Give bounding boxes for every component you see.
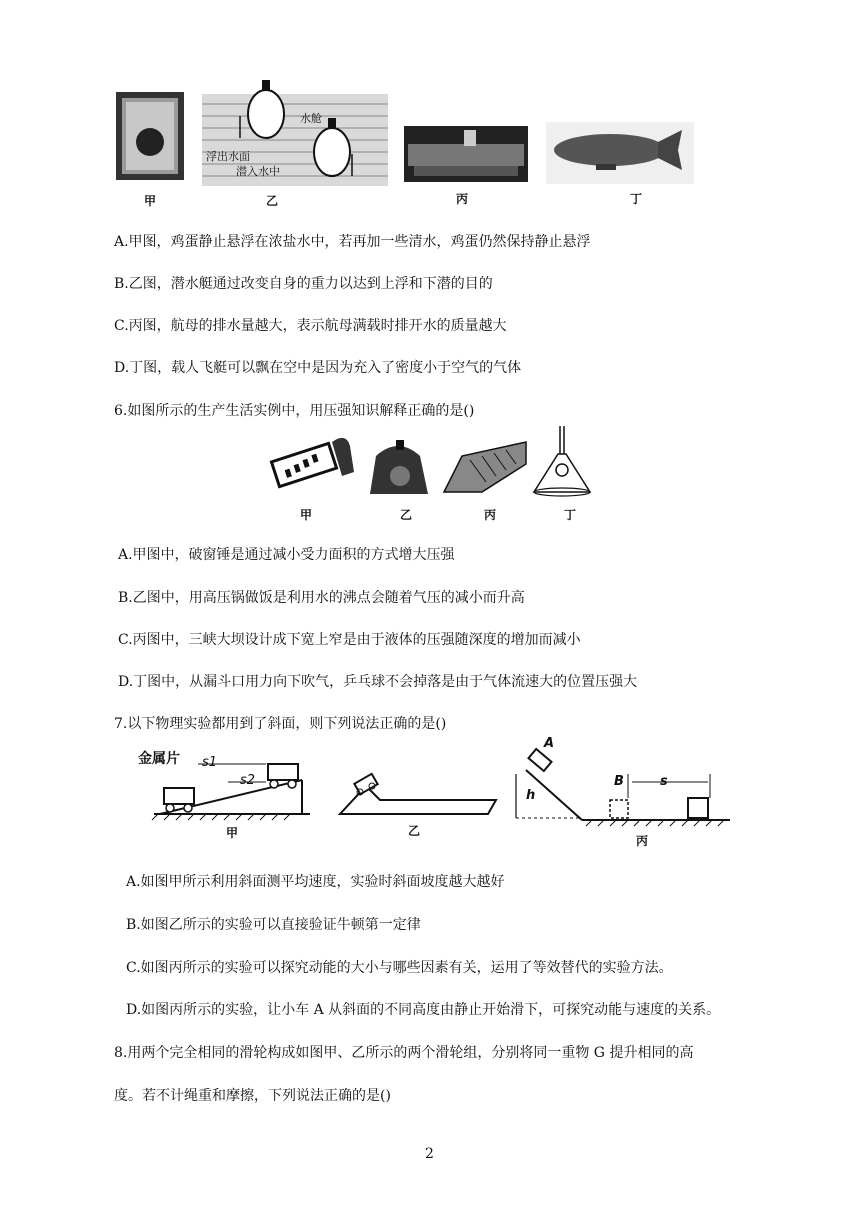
figure-q5-label-ding: 丁 xyxy=(629,192,642,206)
figure-q6-jia-hammer xyxy=(270,432,360,496)
figure-q7-label-s: s xyxy=(660,774,668,789)
figure-q5-label-water-tank: 水舱 xyxy=(300,112,322,125)
q8-stem-line2: 度。若不计绳重和摩擦，下列说法正确的是() xyxy=(114,1088,391,1104)
q7-stem: 7.以下物理实验都用到了斜面，则下列说法正确的是() xyxy=(114,716,447,732)
q6-option-a: A.甲图中，破窗锤是通过减小受力面积的方式增大压强 xyxy=(118,547,455,563)
figure-q6-label-ding: 丁 xyxy=(563,508,576,522)
figure-q5-ding-airship xyxy=(546,122,694,184)
figure-q6-ding-funnel xyxy=(532,426,592,498)
figure-q5-label-jia: 甲 xyxy=(143,194,156,208)
figure-q7-label-s2: s2 xyxy=(240,773,256,788)
figure-q6-label-bing: 丙 xyxy=(483,508,496,522)
q7-option-d: D.如图丙所示的实验，让小车 A 从斜面的不同高度由静止开始滑下，可探究动能与速度的关系。 xyxy=(126,1002,721,1018)
figure-q7-yi-plane xyxy=(336,770,500,820)
figure-q5-label-surface: 浮出水面 xyxy=(206,150,250,163)
figure-q5-label-yi: 乙 xyxy=(265,194,278,208)
figure-q7-label-a: A xyxy=(544,736,555,751)
figure-q7-label-yi: 乙 xyxy=(407,824,420,838)
q5-option-c: C.丙图，航母的排水量越大，表示航母满载时排开水的质量越大 xyxy=(114,318,507,334)
page-number: 2 xyxy=(425,1146,434,1162)
figure-q5-label-bing: 丙 xyxy=(455,192,468,206)
figure-q5-jia-egg xyxy=(116,92,186,182)
figure-q5-label-dive: 潜入水中 xyxy=(236,165,280,178)
q8-stem-line1: 8.用两个完全相同的滑轮构成如图甲、乙所示的两个滑轮组，分别将同一重物 G 提升相同的高 xyxy=(114,1045,694,1061)
figure-q6-yi-pressure-cooker xyxy=(362,436,434,498)
figure-q7-label-bing: 丙 xyxy=(635,834,648,848)
q5-option-a: A.甲图，鸡蛋静止悬浮在浓盐水中，若再加一些清水，鸡蛋仍然保持静止悬浮 xyxy=(114,234,591,250)
figure-q7-label-metal: 金属片 xyxy=(138,751,180,767)
q7-option-a: A.如图甲所示利用斜面测平均速度，实验时斜面坡度越大越好 xyxy=(126,874,505,890)
figure-q7-label-jia: 甲 xyxy=(225,826,238,840)
figure-q5-bing-carrier xyxy=(404,126,528,182)
figure-q6-bing-dam xyxy=(442,434,528,494)
q6-option-d: D.丁图中，从漏斗口用力向下吹气，乒乓球不会掉落是由于气体流速大的位置压强大 xyxy=(118,674,638,690)
figure-q7-label-b: B xyxy=(614,774,624,789)
q6-option-c: C.丙图中，三峡大坝设计成下宽上窄是由于液体的压强随深度的增加而减小 xyxy=(118,632,581,648)
q7-option-b: B.如图乙所示的实验可以直接验证牛顿第一定律 xyxy=(126,917,421,933)
q5-option-b: B.乙图，潜水艇通过改变自身的重力以达到上浮和下潜的目的 xyxy=(114,276,493,292)
q6-option-b: B.乙图中，用高压锅做饭是利用水的沸点会随着气压的减小而升高 xyxy=(118,590,525,606)
q7-option-c: C.如图丙所示的实验可以探究动能的大小与哪些因素有关，运用了等效替代的实验方法。 xyxy=(126,960,673,976)
q5-option-d: D.丁图，载人飞艇可以飘在空中是因为充入了密度小于空气的气体 xyxy=(114,360,522,376)
figure-q7-label-h: h xyxy=(526,788,536,803)
q6-stem: 6.如图所示的生产生活实例中，用压强知识解释正确的是() xyxy=(114,403,475,419)
figure-q6-label-yi: 乙 xyxy=(399,508,412,522)
figure-q6-label-jia: 甲 xyxy=(299,508,312,522)
figure-q5-yi-submarine xyxy=(202,76,388,186)
figure-q7-label-s1: s1 xyxy=(202,755,218,770)
